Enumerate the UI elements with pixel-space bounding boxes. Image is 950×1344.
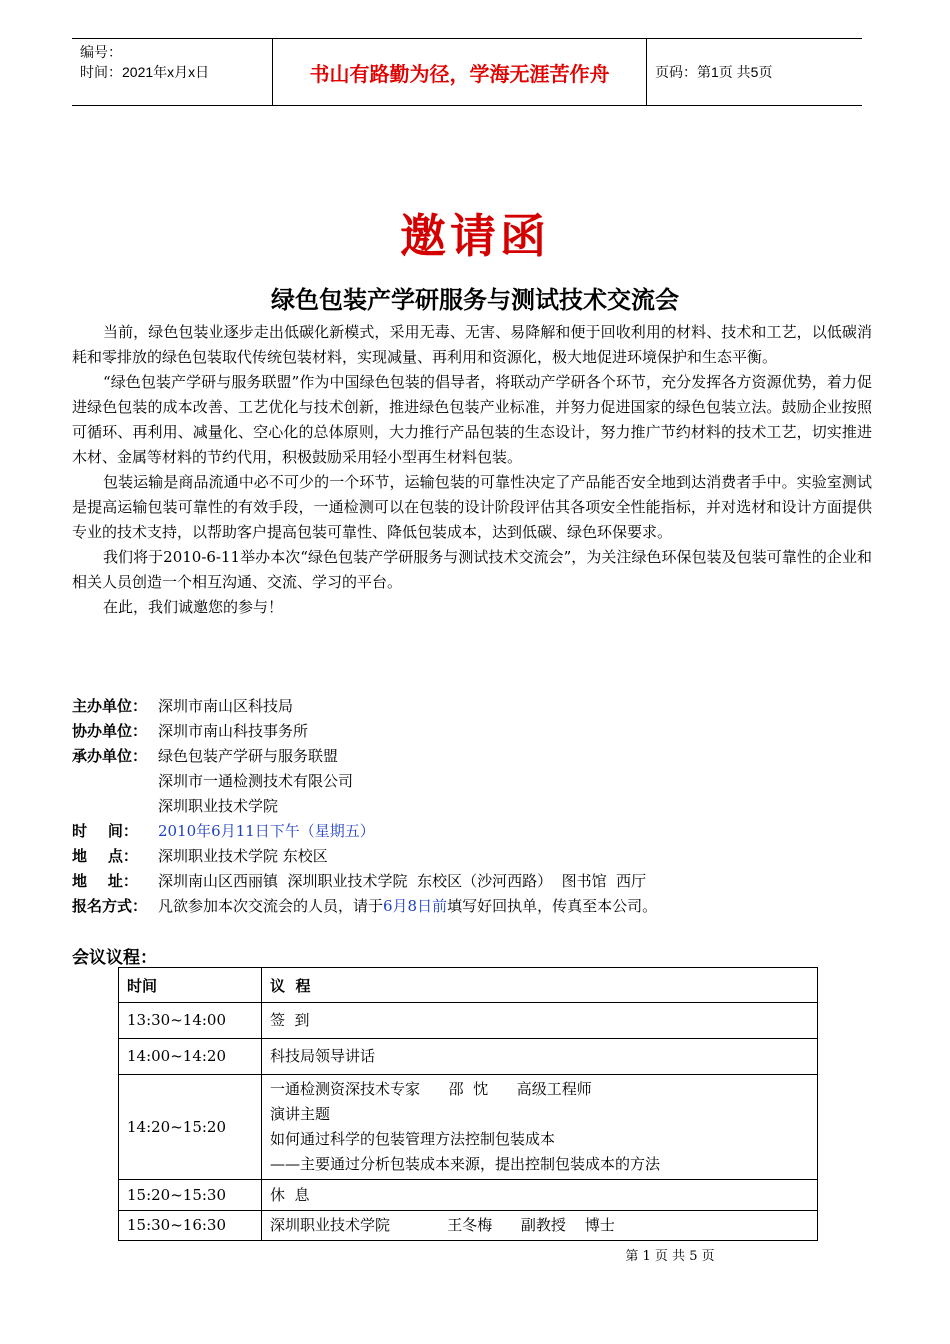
table-row [119,1039,818,1075]
org-value: 深圳职业技术学院 [158,797,279,815]
org-row [72,794,872,819]
paragraph: “绿色包装产学研与服务联盟”作为中国绿色包装的倡导者，将联动产学研各个环节，充分发挥各方资源优势，着力促进绿色包装的成本改善、工艺优化与技术创新，推进绿色包装产业标准，并努力促进国家的绿色包装立法。鼓励企业按照可循环、再利用、减量化、空心化的总体原则，大力推行产品包装的生态设计，努力推广节约材料的技术工艺，切实推进木材、金属等材料的节约代用，积极鼓励采用轻小型再生材料包装。 [72,373,872,466]
host-value: 深圳市南山区科技局 [158,697,294,715]
agenda-time: 15:30~16:30 [119,1211,262,1241]
invitation-body [72,320,872,620]
time-row [72,819,872,844]
time-value: 2010年6月11日下午（星期五） [158,822,375,840]
col-item-header: 议 程 [262,968,818,1003]
org-row [72,769,872,794]
table-row [119,1180,818,1211]
place-value: 深圳职业技术学院 东校区 [158,847,328,865]
invitation-title: 邀请函 [400,209,550,263]
page-footer: 第 1 页 共 5 页 [625,1249,715,1264]
paragraph: 包装运输是商品流通中必不可少的一个环节，运输包装的可靠性决定了产品能否安全地到达消费者手中。实验室测试是提高运输包装可靠性的有效手段，一通检测可以在包装的设计阶段评估其各项安全性能指标，并对选材和设计方面提供专业的技术支持，以帮助客户提高包装可靠性、降低包装成本，达到低碳、绿色环保要求。 [72,473,872,541]
time-label: 时 间： [72,822,138,840]
event-subtitle: 绿色包装产学研服务与测试技术交流会 [271,286,679,314]
agenda-line: 演讲主题 [270,1105,331,1123]
addr-value: 深圳南山区西丽镇 深圳职业技术学院 东校区（沙河西路） 图书馆 西厅 [158,872,647,890]
reg-label: 报名方式： [72,897,148,915]
addr-label: 地 址： [72,872,138,890]
table-row [119,1075,818,1180]
agenda-time: 13:30~14:00 [119,1003,262,1039]
event-info [72,694,872,919]
host-label: 主办单位： [72,697,148,715]
header-page-info: 页码：第1页 共5页 [655,64,773,80]
reg-date: 6月8日前 [383,897,448,915]
header-motto: 书山有路勤为径，学海无涯苦作舟 [272,39,647,105]
place-label: 地 点： [72,847,138,865]
org-value: 绿色包装产学研与服务联盟 [158,747,339,765]
reg-row [72,894,872,919]
co-value: 深圳市南山科技事务所 [158,722,309,740]
addr-row [72,869,872,894]
agenda-item: 休 息 [262,1180,818,1211]
place-row [72,844,872,869]
org-row [72,744,872,769]
agenda-line: 如何通过科学的包装管理方法控制包装成本 [270,1130,556,1148]
col-time-header: 时间 [119,968,262,1003]
doc-time: 时间：2021年x月x日 [80,64,210,80]
table-row [119,1211,818,1241]
reg-pre: 凡欲参加本次交流会的人员，请于 [158,897,384,915]
agenda-time: 15:20~15:30 [119,1180,262,1211]
table-row [119,1003,818,1039]
paragraph: 在此，我们诚邀您的参与！ [103,598,284,616]
agenda-line: 一通检测资深技术专家 邵 忱 高级工程师 [270,1080,592,1098]
agenda-item: 签 到 [262,1003,818,1039]
agenda-item: 深圳职业技术学院 王冬梅 副教授 博士 [262,1211,818,1241]
doc-number-label: 编号： [80,44,122,60]
host-row [72,694,872,719]
table-header-row [119,968,818,1003]
paragraph: 当前，绿色包装业逐步走出低碳化新模式，采用无毒、无害、易降解和便于回收利用的材料、技术和工艺，以低碳消耗和零排放的绿色包装取代传统包装材料，实现减量、再利用和资源化，极大地促进环境保护和生态平衡。 [72,323,872,366]
agenda-time: 14:20~15:20 [119,1075,262,1180]
reg-post: 填写好回执单，传真至本公司。 [447,897,658,915]
org-value: 深圳市一通检测技术有限公司 [158,772,354,790]
agenda-item: 科技局领导讲话 [262,1039,818,1075]
agenda-line: ——主要通过分析包装成本来源，提出控制包装成本的方法 [270,1155,661,1173]
agenda-item [262,1075,818,1180]
co-row [72,719,872,744]
header-meta [72,39,272,105]
agenda-heading: 会议议程： [72,948,157,968]
page-header [72,38,862,106]
org-label: 承办单位： [72,747,148,765]
agenda-table [118,967,818,1241]
co-label: 协办单位： [72,722,148,740]
paragraph: 我们将于2010-6-11举办本次“绿色包装产学研服务与测试技术交流会”，为关注绿色环保包装及包装可靠性的企业和相关人员创造一个相互沟通、交流、学习的平台。 [72,548,872,591]
agenda-time: 14:00~14:20 [119,1039,262,1075]
